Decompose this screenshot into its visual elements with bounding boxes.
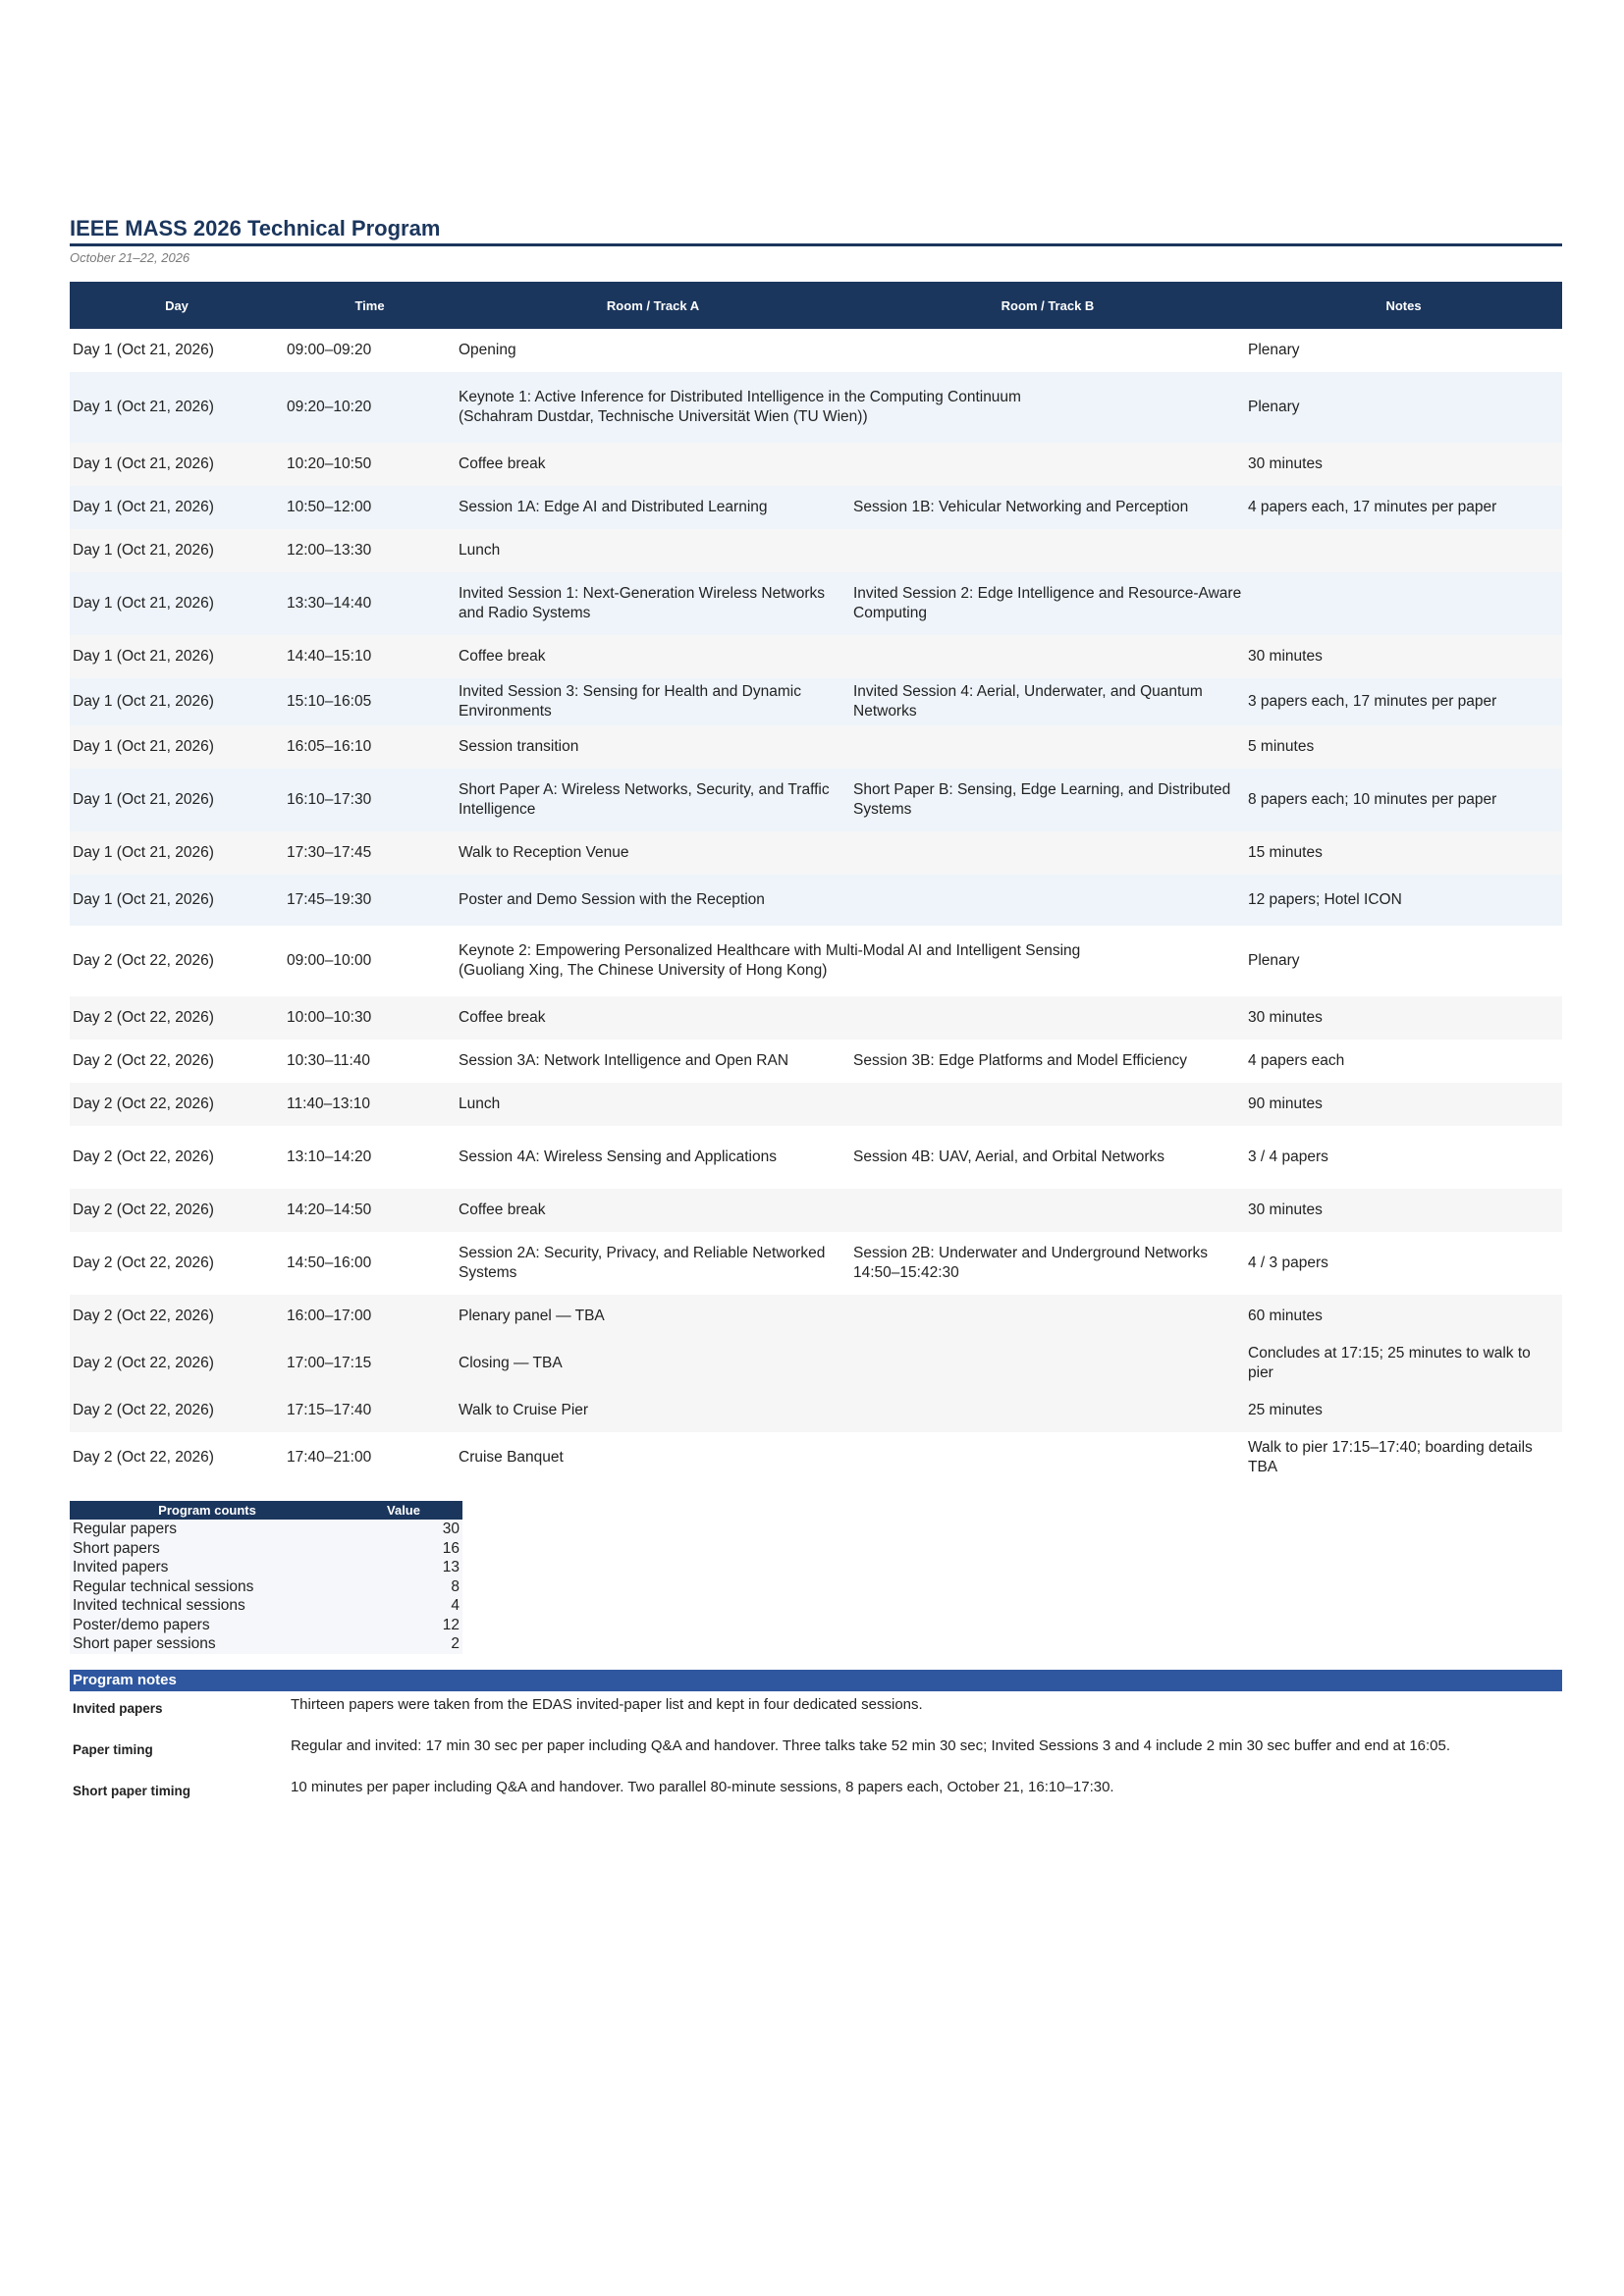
cell-time: 12:00–13:30 (287, 542, 372, 559)
counts-row (70, 1520, 462, 1539)
count-label: Poster/demo papers (70, 1616, 345, 1635)
cell-track-a: Session 3A: Network Intelligence and Open RAN (459, 1052, 789, 1069)
cell-notes: 12 papers; Hotel ICON (1248, 891, 1402, 908)
cell-time: 17:40–21:00 (287, 1449, 372, 1466)
column-header-track-b: Room / Track B (850, 282, 1245, 329)
count-label: Regular technical sessions (70, 1577, 345, 1597)
cell-notes: 5 minutes (1248, 738, 1315, 755)
cell-time: 11:40–13:10 (287, 1095, 371, 1112)
cell-track-b (850, 635, 1245, 678)
counts-row (70, 1558, 462, 1577)
count-value: 16 (345, 1539, 462, 1559)
program-row (70, 725, 1562, 769)
counts-row (70, 1616, 462, 1635)
cell-day: Day 1 (Oct 21, 2026) (73, 648, 214, 665)
program-row (70, 831, 1562, 875)
cell-track-a: Lunch (459, 1095, 501, 1112)
cell-notes: Plenary (1248, 342, 1300, 358)
program-row (70, 635, 1562, 678)
cell-day: Day 1 (Oct 21, 2026) (73, 844, 214, 861)
counts-row (70, 1539, 462, 1559)
program-row (70, 1432, 1562, 1483)
cell-track-b (850, 1432, 1245, 1483)
counts-row (70, 1596, 462, 1616)
cell-day: Day 2 (Oct 22, 2026) (73, 1308, 214, 1324)
cell-track-a: Keynote 2: Empowering Personalized Healthcare with Multi-Modal AI and Intelligent Sensing (Guoliang Xing, The Chinese University of Hong Kong) (459, 942, 1081, 979)
cell-track-a: Session 2A: Security, Privacy, and Reliable Networked Systems (459, 1245, 826, 1281)
program-notes-list (70, 1695, 1562, 1815)
counts-row (70, 1577, 462, 1597)
cell-notes (1245, 529, 1562, 572)
cell-track-b: Invited Session 4: Aerial, Underwater, and Quantum Networks (853, 683, 1203, 720)
program-row (70, 1232, 1562, 1295)
cell-day: Day 2 (Oct 22, 2026) (73, 1449, 214, 1466)
program-row (70, 996, 1562, 1040)
cell-day: Day 1 (Oct 21, 2026) (73, 499, 214, 515)
cell-track-b (850, 996, 1245, 1040)
cell-time: 09:00–09:20 (287, 342, 372, 358)
program-row (70, 678, 1562, 725)
cell-time: 17:00–17:15 (287, 1355, 372, 1371)
cell-day: Day 1 (Oct 21, 2026) (73, 738, 214, 755)
cell-track-b: Session 4B: UAV, Aerial, and Orbital Networks (853, 1148, 1165, 1165)
title-rule (70, 243, 1562, 246)
counts-table-header (70, 1501, 462, 1520)
counts-header-value: Value (345, 1501, 462, 1520)
cell-day: Day 2 (Oct 22, 2026) (73, 1095, 214, 1112)
cell-track-a: Walk to Reception Venue (459, 844, 629, 861)
program-row (70, 329, 1562, 372)
cell-track-b (850, 875, 1245, 926)
cell-time: 17:15–17:40 (287, 1402, 372, 1418)
program-note (70, 1736, 1562, 1774)
cell-time: 14:40–15:10 (287, 648, 372, 665)
cell-day: Day 1 (Oct 21, 2026) (73, 791, 214, 808)
cell-notes: 30 minutes (1248, 1201, 1323, 1218)
cell-track-b: Session 1B: Vehicular Networking and Perception (853, 499, 1189, 515)
program-row (70, 1189, 1562, 1232)
count-value: 13 (345, 1558, 462, 1577)
cell-track-b (850, 1189, 1245, 1232)
cell-time: 10:00–10:30 (287, 1009, 372, 1026)
cell-notes: 3 papers each, 17 minutes per paper (1248, 693, 1497, 710)
cell-day: Day 1 (Oct 21, 2026) (73, 455, 214, 472)
cell-notes: 30 minutes (1248, 455, 1323, 472)
cell-track-a: Coffee break (459, 648, 546, 665)
program-row (70, 926, 1562, 996)
cell-track-a: Keynote 1: Active Inference for Distributed Intelligence in the Computing Continuum (Schahram Dustdar, Technische Universität Wien (TU Wien)) (459, 389, 1021, 425)
cell-day: Day 2 (Oct 22, 2026) (73, 1009, 214, 1026)
cell-track-b: Session 2B: Underwater and Underground Networks 14:50–15:42:30 (853, 1245, 1208, 1281)
program-row (70, 529, 1562, 572)
program-row (70, 572, 1562, 635)
cell-time: 13:30–14:40 (287, 595, 372, 612)
count-label: Invited technical sessions (70, 1596, 345, 1616)
cell-time: 14:20–14:50 (287, 1201, 372, 1218)
cell-time: 16:05–16:10 (287, 738, 372, 755)
program-table (70, 282, 1562, 1483)
cell-notes: 15 minutes (1248, 844, 1323, 861)
program-row (70, 443, 1562, 486)
column-header-track-a: Room / Track A (456, 282, 850, 329)
cell-time: 14:50–16:00 (287, 1255, 372, 1271)
page-title: IEEE MASS 2026 Technical Program (70, 216, 441, 240)
cell-track-b (850, 725, 1245, 769)
cell-time: 15:10–16:05 (287, 693, 372, 710)
note-label: Short paper timing (73, 1783, 191, 1798)
cell-time: 16:10–17:30 (287, 791, 372, 808)
cell-day: Day 1 (Oct 21, 2026) (73, 595, 214, 612)
counts-table-body (70, 1520, 462, 1654)
cell-track-a: Session 4A: Wireless Sensing and Applications (459, 1148, 777, 1165)
note-text: Regular and invited: 17 min 30 sec per paper including Q&A and handover. Three talks take 52 min 30 sec; Invited Sessions 3 and 4 include 2 min 30 sec buffer and end at 16:05. (291, 1736, 1451, 1754)
cell-notes: 60 minutes (1248, 1308, 1323, 1324)
cell-notes: 3 / 4 papers (1248, 1148, 1328, 1165)
cell-track-a: Lunch (459, 542, 501, 559)
program-row (70, 1389, 1562, 1432)
cell-time: 09:20–10:20 (287, 399, 372, 415)
cell-notes: Concludes at 17:15; 25 minutes to walk to pier (1248, 1345, 1531, 1381)
program-row (70, 1040, 1562, 1083)
cell-track-b (850, 831, 1245, 875)
cell-day: Day 2 (Oct 22, 2026) (73, 1355, 214, 1371)
program-table-header (70, 282, 1562, 329)
note-label: Invited papers (73, 1700, 163, 1716)
note-text: 10 minutes per paper including Q&A and handover. Two parallel 80-minute sessions, 8 papers each, October 21, 16:10–17:30. (291, 1778, 1114, 1795)
program-row (70, 1083, 1562, 1126)
cell-day: Day 1 (Oct 21, 2026) (73, 693, 214, 710)
cell-track-a: Short Paper A: Wireless Networks, Security, and Traffic Intelligence (459, 781, 830, 818)
cell-track-a: Session transition (459, 738, 579, 755)
count-value: 8 (345, 1577, 462, 1597)
count-value: 4 (345, 1596, 462, 1616)
count-label: Invited papers (70, 1558, 345, 1577)
cell-notes: 25 minutes (1248, 1402, 1323, 1418)
cell-notes: 4 / 3 papers (1248, 1255, 1328, 1271)
cell-time: 17:45–19:30 (287, 891, 372, 908)
count-value: 2 (345, 1634, 462, 1654)
cell-notes: 4 papers each, 17 minutes per paper (1248, 499, 1497, 515)
cell-time: 10:20–10:50 (287, 455, 372, 472)
cell-day: Day 2 (Oct 22, 2026) (73, 1402, 214, 1418)
program-table-body (70, 329, 1562, 1483)
count-value: 12 (345, 1616, 462, 1635)
cell-track-a: Poster and Demo Session with the Reception (459, 891, 765, 908)
cell-track-a: Coffee break (459, 1201, 546, 1218)
cell-track-b (850, 1389, 1245, 1432)
program-page (70, 216, 1562, 1815)
count-value: 30 (345, 1520, 462, 1539)
cell-track-b: Short Paper B: Sensing, Edge Learning, and Distributed Systems (853, 781, 1231, 818)
cell-day: Day 2 (Oct 22, 2026) (73, 952, 214, 969)
cell-track-a: Coffee break (459, 455, 546, 472)
cell-track-b (850, 1295, 1245, 1338)
cell-day: Day 2 (Oct 22, 2026) (73, 1201, 214, 1218)
cell-track-a: Walk to Cruise Pier (459, 1402, 589, 1418)
cell-track-a: Closing — TBA (459, 1355, 563, 1371)
program-row (70, 486, 1562, 529)
cell-time: 10:50–12:00 (287, 499, 372, 515)
note-text: Thirteen papers were taken from the EDAS invited-paper list and kept in four dedicated sessions. (291, 1695, 923, 1713)
cell-notes: 30 minutes (1248, 648, 1323, 665)
note-label: Paper timing (73, 1741, 153, 1757)
cell-notes: 8 papers each; 10 minutes per paper (1248, 791, 1497, 808)
cell-track-b (850, 529, 1245, 572)
program-counts-table (70, 1501, 462, 1654)
cell-track-b (850, 1083, 1245, 1126)
cell-day: Day 1 (Oct 21, 2026) (73, 891, 214, 908)
program-row (70, 769, 1562, 831)
program-row (70, 1338, 1562, 1389)
cell-day: Day 2 (Oct 22, 2026) (73, 1148, 214, 1165)
count-label: Short paper sessions (70, 1634, 345, 1654)
cell-track-a: Invited Session 1: Next-Generation Wireless Networks and Radio Systems (459, 585, 826, 621)
column-header-notes: Notes (1245, 282, 1562, 329)
cell-track-a: Session 1A: Edge AI and Distributed Learning (459, 499, 768, 515)
cell-track-b (850, 443, 1245, 486)
cell-time: 13:10–14:20 (287, 1148, 372, 1165)
count-label: Short papers (70, 1539, 345, 1559)
cell-notes: Walk to pier 17:15–17:40; boarding details TBA (1248, 1439, 1533, 1475)
cell-time: 10:30–11:40 (287, 1052, 371, 1069)
cell-day: Day 1 (Oct 21, 2026) (73, 399, 214, 415)
cell-time: 16:00–17:00 (287, 1308, 372, 1324)
cell-notes: Plenary (1248, 399, 1300, 415)
cell-track-b (850, 1338, 1245, 1389)
program-row (70, 372, 1562, 443)
page-subtitle: October 21–22, 2026 (70, 250, 190, 265)
cell-day: Day 1 (Oct 21, 2026) (73, 542, 214, 559)
cell-day: Day 2 (Oct 22, 2026) (73, 1052, 214, 1069)
cell-track-a: Plenary panel — TBA (459, 1308, 605, 1324)
cell-time: 09:00–10:00 (287, 952, 372, 969)
program-note (70, 1695, 1562, 1733)
cell-track-b: Session 3B: Edge Platforms and Model Efficiency (853, 1052, 1188, 1069)
program-row (70, 1295, 1562, 1338)
counts-row (70, 1634, 462, 1654)
column-header-day: Day (70, 282, 284, 329)
count-label: Regular papers (70, 1520, 345, 1539)
cell-day: Day 1 (Oct 21, 2026) (73, 342, 214, 358)
cell-time: 17:30–17:45 (287, 844, 372, 861)
program-note (70, 1778, 1562, 1815)
cell-notes: Plenary (1248, 952, 1300, 969)
program-row (70, 1126, 1562, 1189)
cell-track-a: Invited Session 3: Sensing for Health and Dynamic Environments (459, 683, 801, 720)
cell-day: Day 2 (Oct 22, 2026) (73, 1255, 214, 1271)
cell-track-a: Opening (459, 342, 516, 358)
cell-track-b (850, 329, 1245, 372)
column-header-time: Time (284, 282, 456, 329)
cell-track-a: Cruise Banquet (459, 1449, 564, 1466)
cell-notes: 90 minutes (1248, 1095, 1323, 1112)
counts-header-label: Program counts (70, 1501, 345, 1520)
program-notes-title: Program notes (70, 1670, 1562, 1691)
cell-notes: 30 minutes (1248, 1009, 1323, 1026)
cell-track-a: Coffee break (459, 1009, 546, 1026)
program-row (70, 875, 1562, 926)
cell-track-b: Invited Session 2: Edge Intelligence and Resource-Aware Computing (853, 585, 1242, 621)
cell-notes: 4 papers each (1248, 1052, 1345, 1069)
cell-notes (1245, 572, 1562, 635)
